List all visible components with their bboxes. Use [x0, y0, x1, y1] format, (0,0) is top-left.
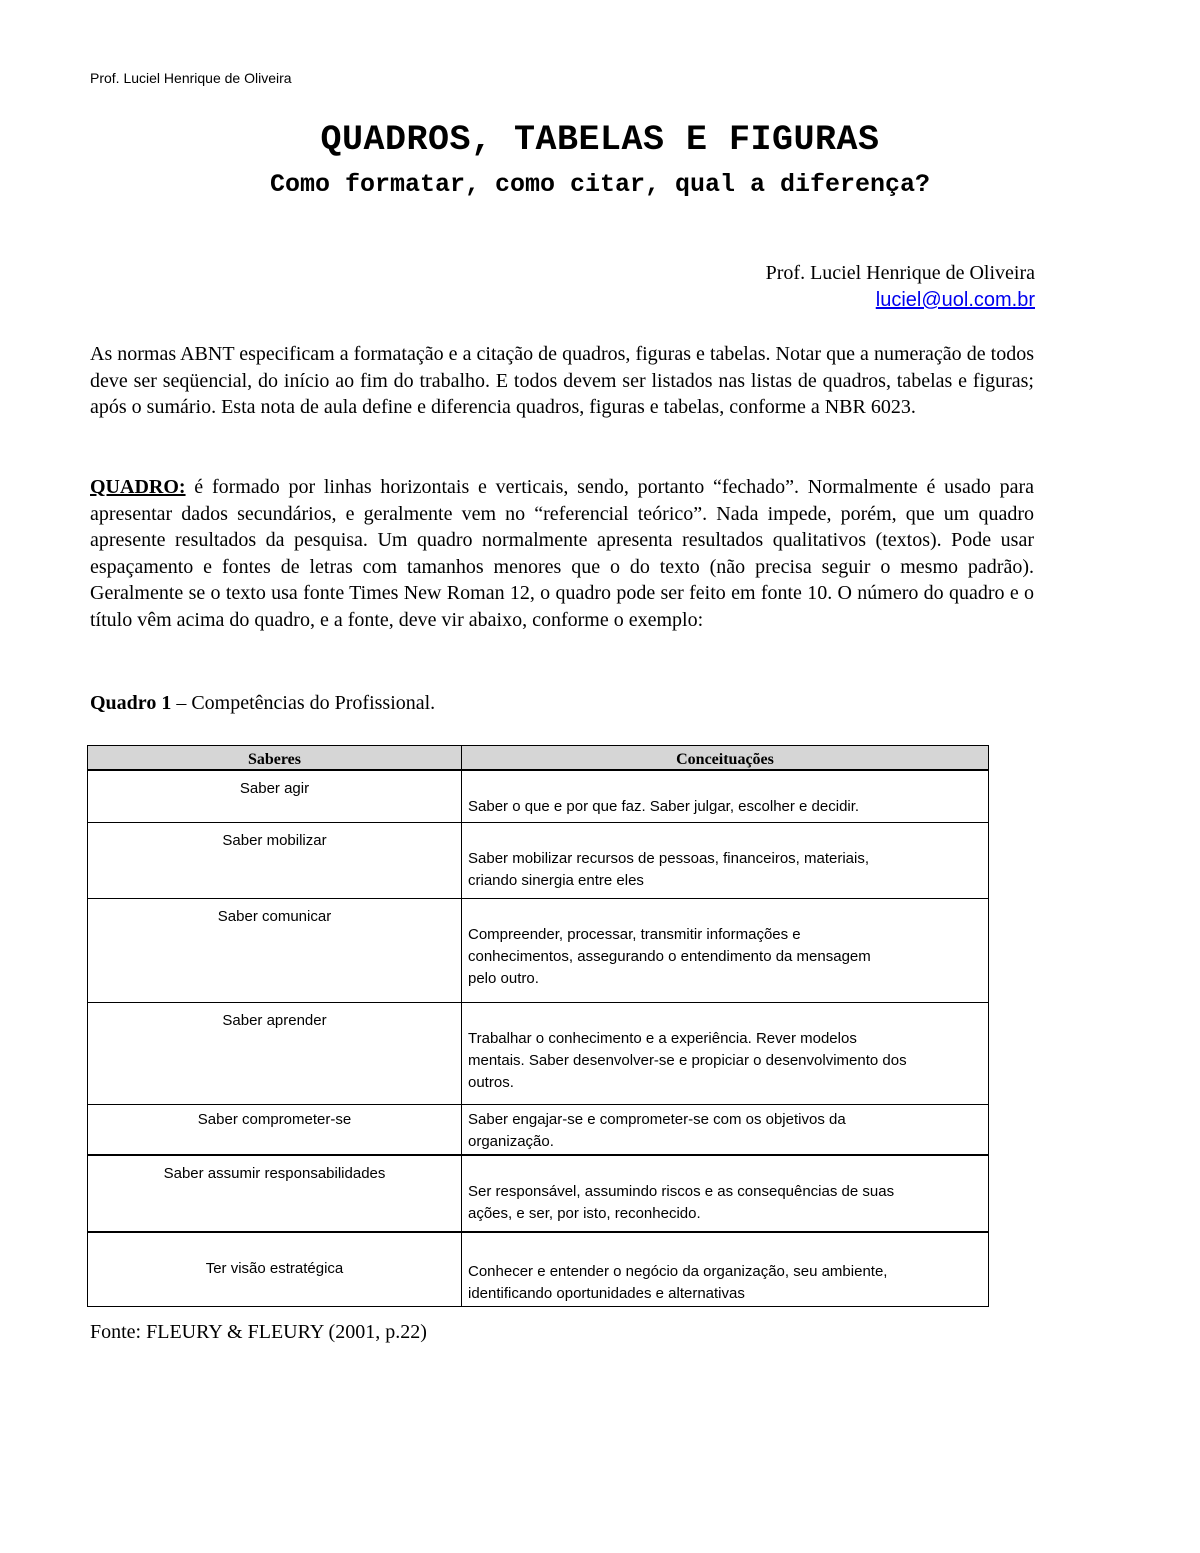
quadro-label: QUADRO: [90, 476, 186, 498]
table-header-row [88, 746, 989, 771]
competencias-table [87, 745, 989, 1307]
conceito-cell [462, 822, 989, 898]
saber-cell: Saber agir [88, 770, 462, 822]
conceito-line: Compreender, processar, transmitir informações e [468, 925, 801, 943]
conceito-line: organização. [468, 1132, 554, 1150]
table-row [88, 1002, 989, 1104]
saber-cell: Saber assumir responsabilidades [88, 1155, 462, 1232]
table-row [88, 1232, 989, 1306]
table-row [88, 1104, 989, 1155]
table-row [88, 1155, 989, 1232]
conceito-line: Trabalhar o conhecimento e a experiência. Rever modelos [468, 1029, 857, 1047]
conceito-line: Ser responsável, assumindo riscos e as consequências de suas [468, 1183, 895, 1200]
table-caption [90, 692, 435, 715]
saber-cell: Saber aprender [88, 1002, 462, 1104]
table-row [88, 822, 989, 898]
author-name: Prof. Luciel Henrique de Oliveira [765, 262, 1035, 284]
conceito-cell [462, 1155, 989, 1232]
table-source: Fonte: FLEURY & FLEURY (2001, p.22) [90, 1321, 427, 1343]
conceito-cell [462, 1104, 989, 1155]
document-title: QUADROS, TABELAS E FIGURAS [320, 120, 880, 160]
saber-cell: Saber comprometer-se [88, 1104, 462, 1155]
conceito-line: Saber mobilizar recursos de pessoas, financeiros, materiais, [468, 849, 870, 867]
conceito-line: pelo outro. [468, 969, 539, 987]
conceito-line: Conhecer e entender o negócio da organização, seu ambiente, [468, 1262, 888, 1280]
document-subtitle: Como formatar, como citar, qual a diferença? [269, 170, 931, 199]
author-email-link[interactable]: luciel@uol.com.br [875, 289, 1035, 311]
conceito-line: conhecimentos, assegurando o entendimento da mensagem [468, 947, 871, 965]
author-block [766, 260, 1035, 314]
header-conceituacoes: Conceituações [462, 746, 989, 771]
header-note: Prof. Luciel Henrique de Oliveira [90, 70, 292, 86]
conceito-line: Saber o que e por que faz. Saber julgar, escolher e decidir. [468, 798, 860, 815]
saber-cell: Ter visão estratégica [88, 1232, 462, 1306]
saber-cell: Saber comunicar [88, 898, 462, 1002]
conceito-cell [462, 898, 989, 1002]
conceito-line: Saber engajar-se e comprometer-se com os objetivos da [468, 1110, 846, 1128]
conceito-line: ações, e ser, por isto, reconhecido. [468, 1205, 701, 1222]
caption-text: – Competências do Profissional. [171, 692, 436, 714]
conceito-line: outros. [468, 1073, 514, 1091]
saber-cell: Saber mobilizar [88, 822, 462, 898]
header-saberes: Saberes [88, 746, 462, 771]
table-row [88, 898, 989, 1002]
conceito-cell [462, 1232, 989, 1306]
caption-label: Quadro 1 [90, 692, 172, 714]
conceito-line: mentais. Saber desenvolver-se e propiciar o desenvolvimento dos [468, 1051, 907, 1069]
quadro-definition-text: é formado por linhas horizontais e verticais, sendo, portanto “fechado”. Normalmente é usado para apresentar dados secundários, e geralmente vem no “referencial teórico”. Nada impede, porém, que um quadro apresente resultados da pesquisa. Um quadro normalmente apresenta resultados qualitativos (textos). Pode usar espaçamento e fontes de letras com tamanhos menores que o do texto (não precisa seguir o mesmo padrão). Geralmente se o texto usa fonte Times New Roman 12, o quadro pode ser feito em fonte 10. O número do quadro e o título vêm acima do quadro, e a fonte, deve vir abaixo, conforme o exemplo: [90, 476, 1034, 631]
conceito-cell [462, 770, 989, 822]
conceito-line: identificando oportunidades e alternativas [468, 1284, 745, 1302]
conceito-cell [462, 1002, 989, 1104]
quadro-definition-paragraph [90, 474, 1034, 633]
table-row [88, 770, 989, 822]
intro-paragraph: As normas ABNT especificam a formatação e a citação de quadros, figuras e tabelas. Notar que a numeração de todos deve ser seqüencial, do início ao fim do trabalho. E todos devem ser listados nas listas de quadros, tabelas e figuras; após o sumário. Esta nota de aula define e diferencia quadros, figuras e tabelas, conforme a NBR 6023. [90, 343, 1034, 418]
conceito-line: criando sinergia entre eles [468, 871, 644, 889]
